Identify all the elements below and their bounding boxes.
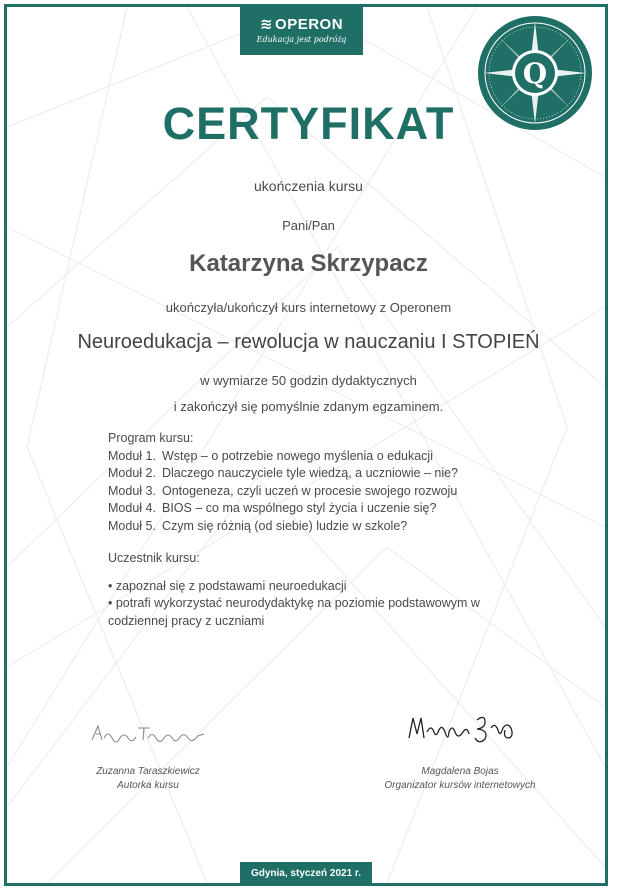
program-heading: Program kursu:: [108, 431, 194, 445]
seal-letter: Q: [522, 57, 548, 90]
salutation: Pani/Pan: [282, 218, 335, 233]
module-row: [108, 500, 458, 518]
module-number: Moduł 2.: [108, 466, 156, 480]
signature-left-name: Zuzanna Taraszkiewicz: [96, 766, 200, 777]
signature-right-role: Organizator kursów internetowych: [384, 780, 536, 791]
module-title: Czym się różnią (od siebie) ludzie w szkole?: [162, 518, 408, 533]
participant-heading: Uczestnik kursu:: [108, 551, 200, 565]
outcome-item: • zapoznał się z podstawami neuroedukacji: [108, 578, 347, 593]
signature-left: [48, 765, 248, 793]
module-title: Ontogeneza, czyli uczeń w procesie swojego rozwoju: [162, 483, 458, 498]
operon-logo: [240, 7, 363, 55]
signature-right: [360, 765, 560, 793]
logo-tagline: Edukacja jest podróżą: [256, 35, 347, 44]
course-program: [108, 430, 458, 535]
module-number: Moduł 3.: [108, 483, 156, 498]
course-name: Neuroedukacja – rewolucja w nauczaniu I STOPIEŃ: [77, 331, 540, 353]
participant-outcomes: [108, 550, 480, 630]
module-number: Moduł 1.: [108, 448, 156, 463]
signature-right-image: [405, 708, 520, 750]
outcome-item: • potrafi wykorzystać neurodydaktykę na poziomie podstawowym w: [108, 596, 480, 610]
signature-left-role: Autorka kursu: [117, 780, 179, 791]
completion-text: ukończyła/ukończył kurs internetowy z Operonem: [165, 300, 452, 315]
operon-mark-icon: ≋: [259, 16, 274, 33]
module-row: [108, 448, 458, 466]
exam-text: i zakończył się pomyślnie zdanym egzaminem.: [173, 399, 444, 414]
module-row: [108, 483, 458, 501]
module-title: Wstęp – o potrzebie nowego myślenia o edukacji: [162, 448, 433, 463]
outcome-item-continued: codziennej pracy z uczniami: [108, 613, 265, 628]
footer-date: Gdynia, styczeń 2021 r.: [240, 862, 372, 886]
module-title: BIOS – co ma wspólnego styl życia i uczenie się?: [162, 501, 437, 515]
certificate-subtitle: ukończenia kursu: [254, 178, 363, 194]
module-number: Moduł 4.: [108, 501, 156, 515]
signature-left-image: [88, 718, 208, 748]
module-row: [108, 518, 458, 536]
recipient-name: Katarzyna Skrzypacz: [189, 250, 428, 277]
module-number: Moduł 5.: [108, 518, 156, 533]
certificate-title: CERTYFIKAT: [162, 98, 455, 149]
module-row: [108, 465, 458, 483]
logo-name: OPERON: [275, 16, 344, 33]
signature-right-name: Magdalena Bojas: [421, 766, 499, 777]
hours-text: w wymiarze 50 godzin dydaktycznych: [200, 373, 417, 388]
module-title: Dlaczego nauczyciele tyle wiedzą, a uczniowie – nie?: [162, 466, 458, 480]
